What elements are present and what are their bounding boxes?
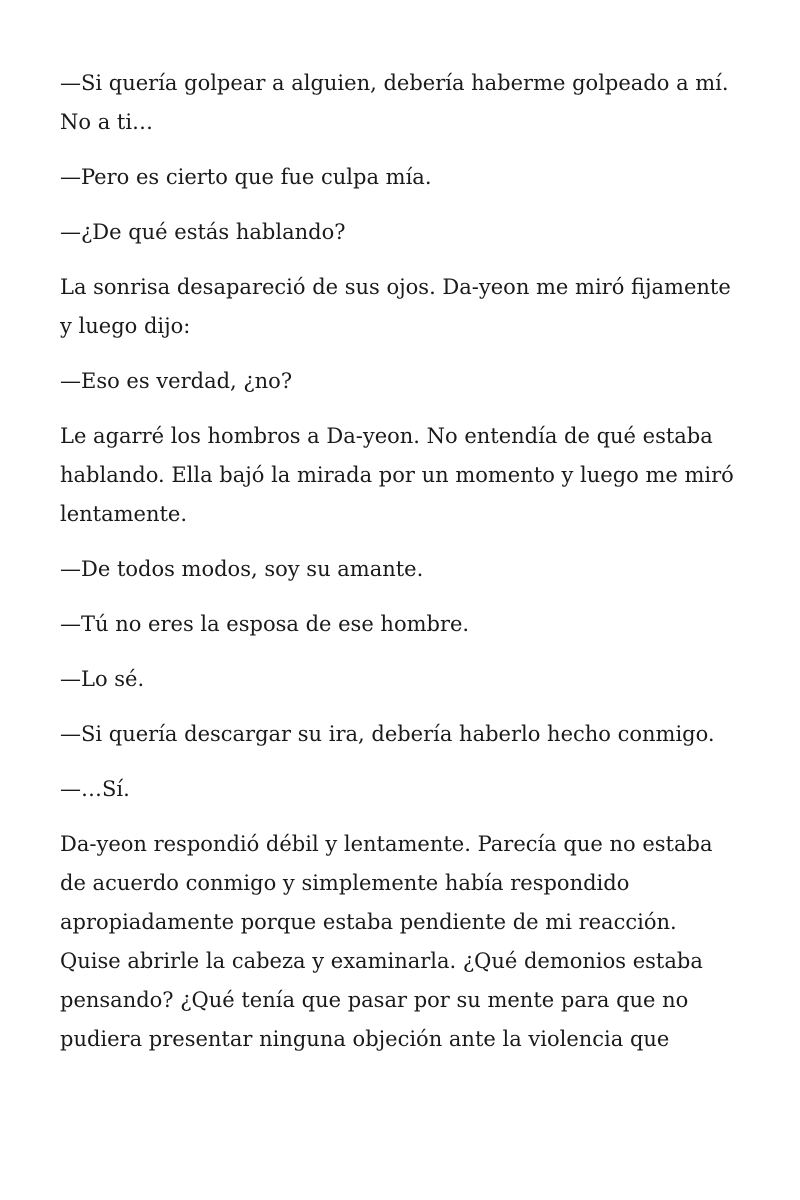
paragraph-1: —Si quería golpear a alguien, debería haberme golpeado a mí. No a ti…	[60, 71, 729, 134]
paragraph-8: —Tú no eres la esposa de ese hombre.	[60, 612, 470, 636]
paragraph-11: —…Sí.	[60, 777, 130, 801]
paragraph-9: —Lo sé.	[60, 667, 145, 691]
paragraph-3: —¿De qué estás hablando?	[60, 220, 346, 244]
paragraph-10: —Si quería descargar su ira, debería haberlo hecho conmigo.	[60, 722, 715, 746]
paragraph-7: —De todos modos, soy su amante.	[60, 557, 424, 581]
paragraph-6: Le agarré los hombros a Da-yeon. No entendía de qué estaba hablando. Ella bajó la mirada por un momento y luego me miró lentamente.	[60, 424, 734, 526]
paragraph-4: La sonrisa desapareció de sus ojos. Da-yeon me miró fijamente y luego dijo:	[60, 275, 731, 338]
paragraph-5: —Eso es verdad, ¿no?	[60, 369, 293, 393]
paragraph-2: —Pero es cierto que fue culpa mía.	[60, 165, 432, 189]
paragraph-12: Da-yeon respondió débil y lentamente. Parecía que no estaba de acuerdo conmigo y simplemente había respondido apropiadamente porque estaba pendiente de mi reacción. Quise abrirle la cabeza y examinarla. ¿Qué demonios estaba pensando? ¿Qué tenía que pasar por su mente para que no pudiera presentar ninguna objeción ante la violencia que	[60, 832, 713, 1051]
